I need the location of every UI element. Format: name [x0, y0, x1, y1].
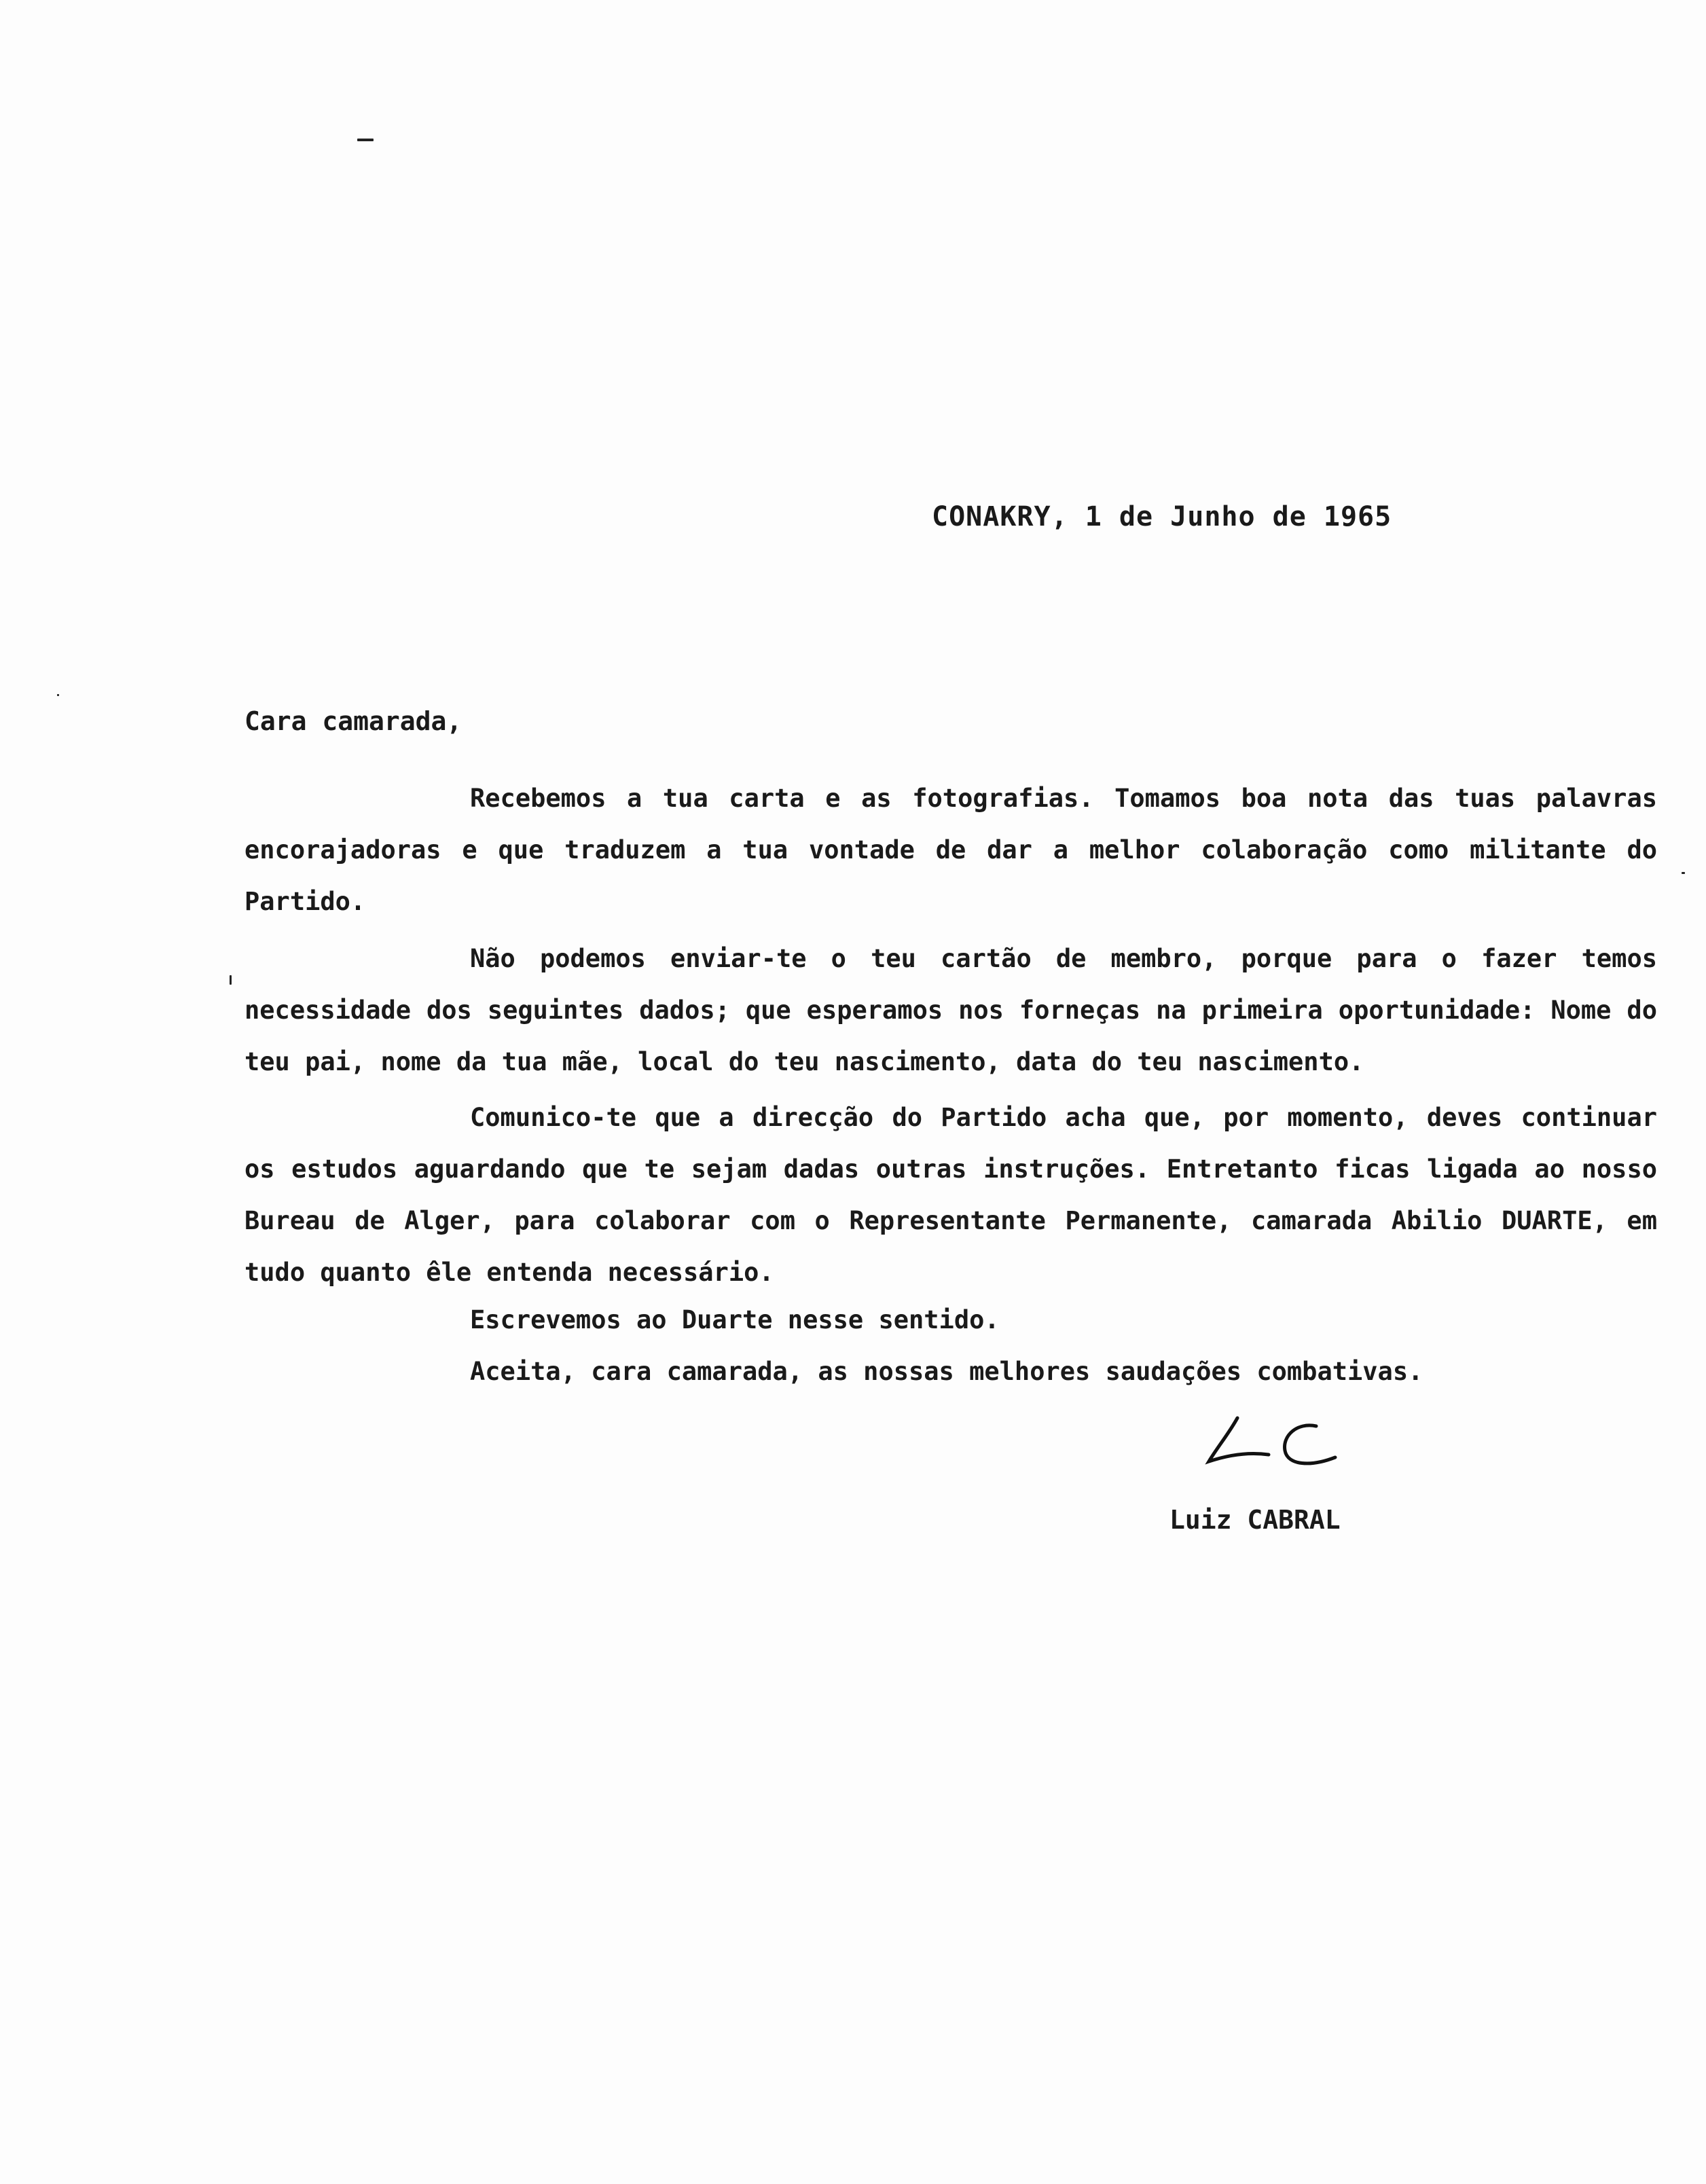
- scan-speck: [1682, 872, 1685, 874]
- paragraph-text: Recebemos a tua carta e as fotografias. Tomamos boa nota das tuas palavras encorajadoras e que traduzem a tua vontade de dar a melhor colaboração como militante do Partido.: [244, 784, 1657, 916]
- letter-paragraph: [244, 1294, 1657, 1346]
- letter-paragraph: [244, 933, 1657, 1088]
- paragraph-text: Escrevemos ao Duarte nesse sentido.: [470, 1305, 1000, 1334]
- letter-paragraph: [244, 1346, 1657, 1398]
- scan-speck: [357, 139, 374, 141]
- paragraph-text: Comunico-te que a direcção do Partido acha que, por momento, deves continuar os estudos aguardando que te sejam dadas outras instruções. Entretanto ficas ligada ao nosso Bureau de Alger, para colaborar com o Representante Permanente, camarada Abilio DUARTE, em tudo quanto êle entenda necessário.: [244, 1103, 1657, 1287]
- letter-salutation: Cara camarada,: [244, 706, 462, 736]
- paragraph-text: Não podemos enviar-te o teu cartão de membro, porque para o fazer temos necessidade dos seguintes dados; que esperamos nos forneças na primeira oportunidade: Nome do teu pai, nome da tua mãe, local do teu nascimento, data do teu nascimento.: [244, 944, 1657, 1076]
- scan-speck: [230, 975, 232, 985]
- letter-dateline: CONAKRY, 1 de Junho de 1965: [932, 501, 1392, 532]
- handwritten-signature: [1202, 1413, 1358, 1474]
- signatory-name: Luiz CABRAL: [1169, 1505, 1341, 1535]
- scan-speck: [57, 694, 59, 696]
- paragraph-text: Aceita, cara camarada, as nossas melhores saudações combativas.: [470, 1357, 1423, 1386]
- letter-paragraph: [244, 773, 1657, 928]
- letter-paragraph: [244, 1092, 1657, 1298]
